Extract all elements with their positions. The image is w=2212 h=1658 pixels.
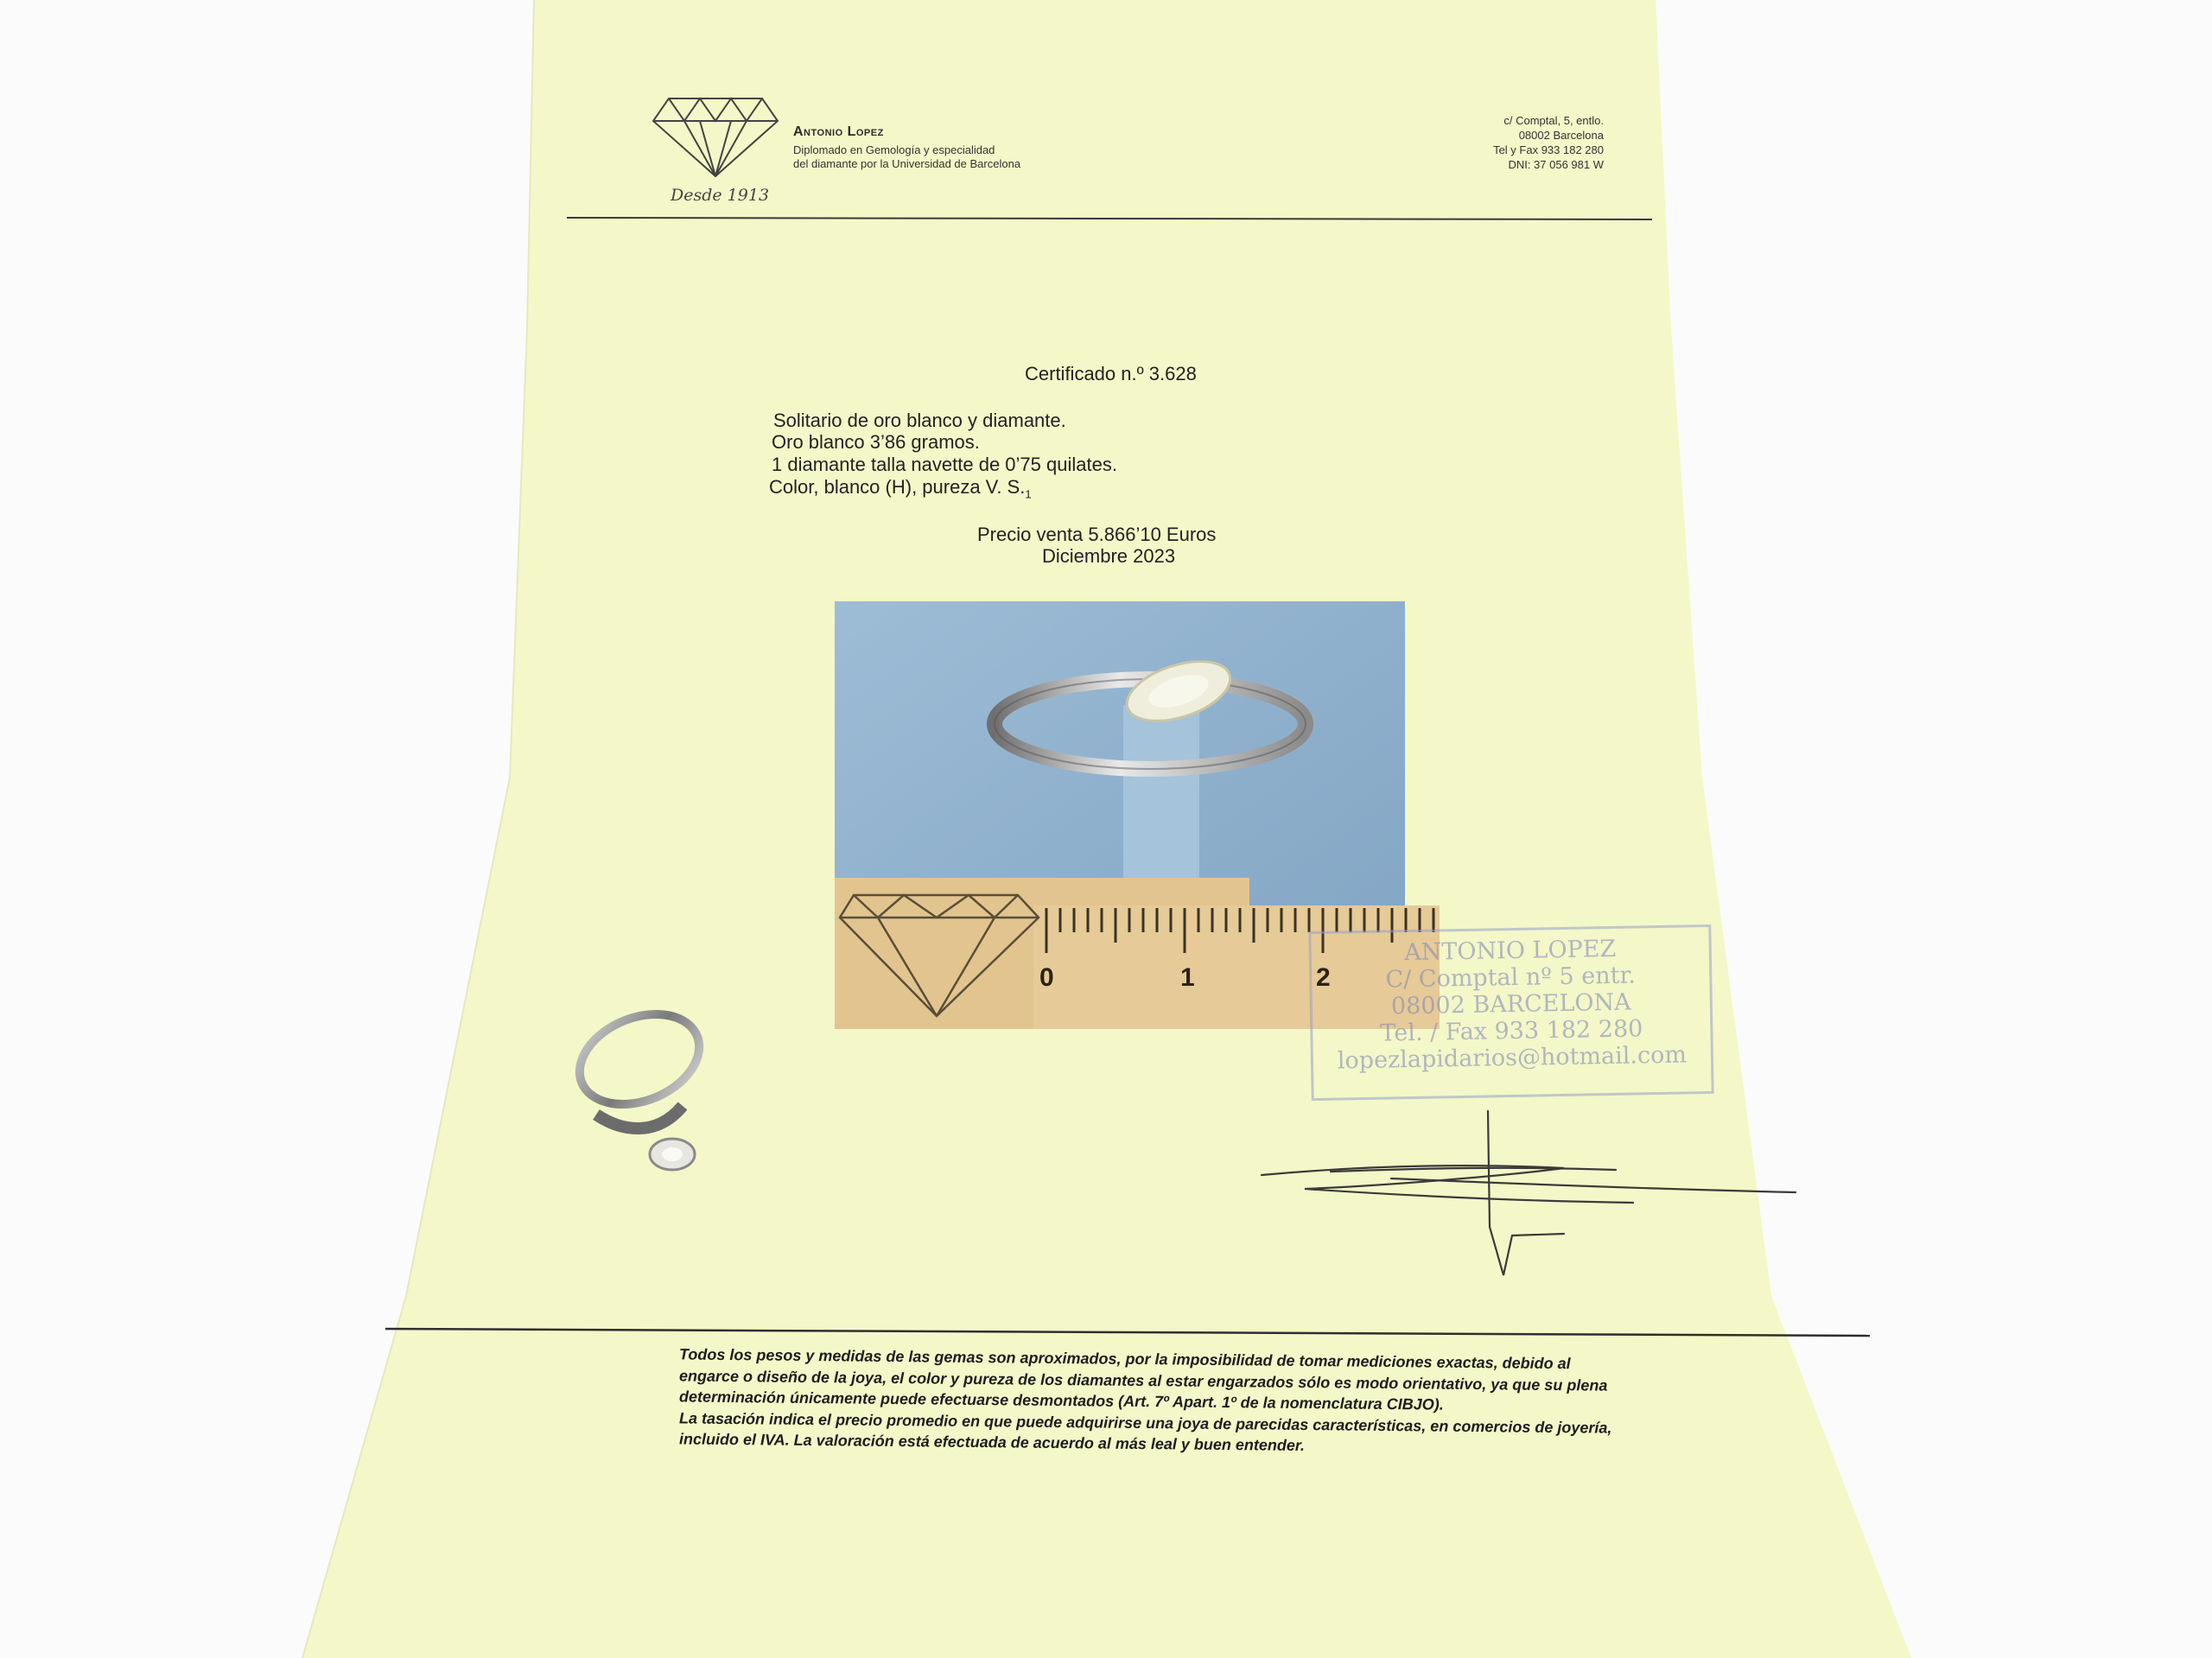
clarity-subscript: 1 — [1025, 487, 1032, 501]
description-line: 1 diamante talla navette de 0’75 quilates. — [772, 454, 1117, 475]
ruler-label-2: 2 — [1316, 963, 1331, 992]
diamond-logo-icon — [650, 95, 781, 178]
since-text: Desde 1913 — [671, 186, 770, 205]
certificate-title: Certificado n.º 3.628 — [1025, 363, 1197, 384]
disclaimer-line: determinación únicamente puede efectuarse desmontados (Art. 7º Apart. 1º de la nomenclatura CIBJO). — [679, 1388, 1444, 1413]
description-line: Oro blanco 3’86 gramos. — [772, 431, 980, 453]
description-line — [769, 476, 1032, 505]
address-line: 08002 Barcelona — [1518, 129, 1604, 142]
disclaimer-line: La tasación indica el precio promedio en que puede adquirirse una joya de parecidas características, en comercios de joyería, — [679, 1408, 1612, 1437]
stamp-line: 08002 BARCELONA — [1390, 988, 1631, 1020]
address-line: c/ Comptal, 5, entlo. — [1503, 114, 1604, 127]
disclaimer-line: Todos los pesos y medidas de las gemas son aproximados, por la imposibilidad de tomar mediciones exactas, debido al — [679, 1345, 1571, 1373]
brand-subtitle-1: Diplomado en Gemología y especialidad — [793, 143, 995, 156]
stamp-line: C/ Comptal nº 5 entr. — [1385, 962, 1637, 994]
stamp-line: Tel. / Fax 933 182 280 — [1380, 1015, 1643, 1047]
company-stamp — [1308, 924, 1713, 1101]
stamp-line: lopezlapidarios@hotmail.com — [1337, 1041, 1688, 1075]
disclaimer-line: incluido el IVA. La valoración está efectuada de acuerdo al más leal y buen entender. — [679, 1430, 1305, 1454]
address-line: DNI: 37 056 981 W — [1508, 158, 1604, 171]
description-line: Solitario de oro blanco y diamante. — [773, 410, 1066, 431]
description-text: Color, blanco (H), pureza V. S. — [769, 476, 1026, 498]
stamp-line: ANTONIO LOPEZ — [1404, 935, 1617, 967]
ring-object — [553, 1002, 726, 1192]
date-text: Diciembre 2023 — [1042, 545, 1176, 567]
disclaimer-text — [679, 1344, 1768, 1461]
disclaimer-line: engarce o diseño de la joya, el color y pureza de los diamantes al estar engarzados sólo es modo orientativo, ya que su plena — [679, 1366, 1608, 1394]
ruler-label-0: 0 — [1039, 963, 1054, 992]
signature — [1253, 1106, 1806, 1287]
address-line: Tel y Fax 933 182 280 — [1493, 143, 1604, 156]
brand-subtitle-2: del diamante por la Universidad de Barcelona — [793, 157, 1021, 170]
brand-name: Antonio Lopez — [793, 124, 884, 139]
address-block — [1493, 113, 1604, 172]
ruler-label-1: 1 — [1180, 963, 1195, 992]
price-text: Precio venta 5.866’10 Euros — [977, 524, 1217, 545]
